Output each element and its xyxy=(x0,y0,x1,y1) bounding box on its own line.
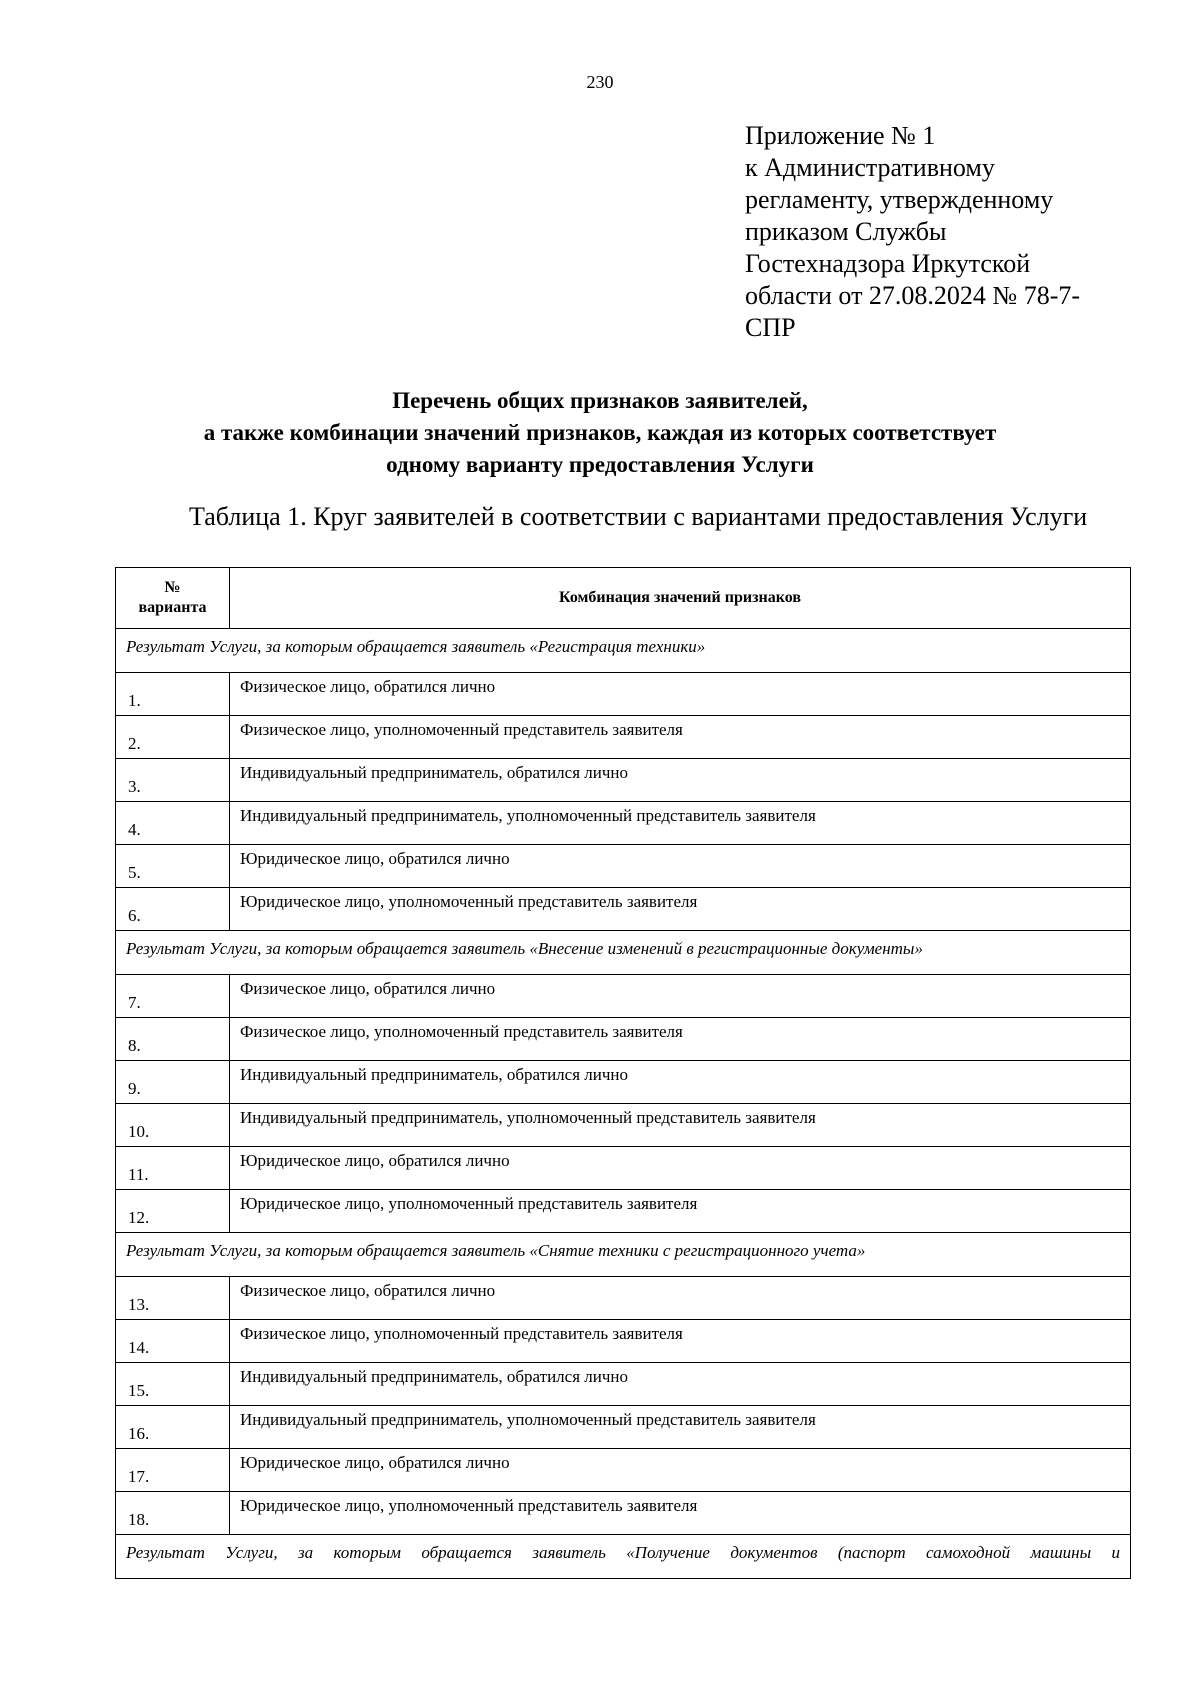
group-row xyxy=(116,1535,1131,1579)
variant-number: 8. xyxy=(116,1018,230,1061)
appendix-note xyxy=(745,120,1145,344)
variant-number: 12. xyxy=(116,1190,230,1233)
table-row xyxy=(116,673,1131,716)
appendix-line: приказом Службы xyxy=(745,217,947,246)
variant-number: 10. xyxy=(116,1104,230,1147)
table-row xyxy=(116,845,1131,888)
table-row xyxy=(116,1061,1131,1104)
title-line: Перечень общих признаков заявителей, xyxy=(392,388,808,413)
table-row xyxy=(116,1449,1131,1492)
table-row xyxy=(116,1104,1131,1147)
variant-number: 14. xyxy=(116,1320,230,1363)
variant-number: 9. xyxy=(116,1061,230,1104)
group-title: Результат Услуги, за которым обращается заявитель «Получение документов (паспорт самоходной машины и xyxy=(116,1535,1131,1579)
table-row xyxy=(116,888,1131,931)
variant-combination: Индивидуальный предприниматель, обратился лично xyxy=(230,1061,1131,1104)
variant-number: 15. xyxy=(116,1363,230,1406)
title-line: одному варианту предоставления Услуги xyxy=(386,452,814,477)
table-caption-text: Таблица 1. Круг заявителей в соответствии с вариантами предоставления Услуги xyxy=(189,502,1088,531)
appendix-line: к Административному xyxy=(745,153,995,182)
table-caption xyxy=(115,502,1145,532)
variant-combination: Индивидуальный предприниматель, обратился лично xyxy=(230,1363,1131,1406)
variant-combination: Юридическое лицо, обратился лично xyxy=(230,845,1131,888)
variant-number: 3. xyxy=(116,759,230,802)
group-title: Результат Услуги, за которым обращается заявитель «Внесение изменений в регистрационные документы» xyxy=(116,931,1131,975)
variant-combination: Физическое лицо, уполномоченный представитель заявителя xyxy=(230,716,1131,759)
variant-combination: Юридическое лицо, уполномоченный представитель заявителя xyxy=(230,888,1131,931)
variant-combination: Физическое лицо, обратился лично xyxy=(230,673,1131,716)
header-num-line: № xyxy=(164,579,181,596)
variant-number: 5. xyxy=(116,845,230,888)
table-row xyxy=(116,1406,1131,1449)
variant-combination: Индивидуальный предприниматель, уполномоченный представитель заявителя xyxy=(230,1406,1131,1449)
variant-number: 7. xyxy=(116,975,230,1018)
variant-combination: Юридическое лицо, обратился лично xyxy=(230,1449,1131,1492)
table-row xyxy=(116,975,1131,1018)
appendix-line: СПР xyxy=(745,313,796,342)
header-num-line: варианта xyxy=(138,599,207,616)
table-body xyxy=(116,629,1131,1579)
variant-number: 18. xyxy=(116,1492,230,1535)
header-combination: Комбинация значений признаков xyxy=(230,568,1131,629)
table-row xyxy=(116,1492,1131,1535)
table-row xyxy=(116,1363,1131,1406)
table-row xyxy=(116,1018,1131,1061)
variant-combination: Юридическое лицо, уполномоченный представитель заявителя xyxy=(230,1492,1131,1535)
variant-combination: Физическое лицо, обратился лично xyxy=(230,1277,1131,1320)
variants-table xyxy=(115,567,1131,1579)
table-header-row xyxy=(116,568,1131,629)
variant-number: 17. xyxy=(116,1449,230,1492)
document-title xyxy=(100,385,1100,481)
group-title: Результат Услуги, за которым обращается заявитель «Снятие техники с регистрационного учета» xyxy=(116,1233,1131,1277)
variant-number: 6. xyxy=(116,888,230,931)
table-row xyxy=(116,1277,1131,1320)
variant-number: 1. xyxy=(116,673,230,716)
table-row xyxy=(116,759,1131,802)
group-row xyxy=(116,1233,1131,1277)
variant-number: 4. xyxy=(116,802,230,845)
variant-number: 11. xyxy=(116,1147,230,1190)
table-row xyxy=(116,1320,1131,1363)
variant-combination: Индивидуальный предприниматель, уполномоченный представитель заявителя xyxy=(230,1104,1131,1147)
group-row xyxy=(116,931,1131,975)
variant-combination: Юридическое лицо, уполномоченный представитель заявителя xyxy=(230,1190,1131,1233)
header-variant-number xyxy=(116,568,230,629)
variant-combination: Физическое лицо, уполномоченный представитель заявителя xyxy=(230,1320,1131,1363)
group-title: Результат Услуги, за которым обращается заявитель «Регистрация техники» xyxy=(116,629,1131,673)
variant-number: 2. xyxy=(116,716,230,759)
variant-number: 16. xyxy=(116,1406,230,1449)
appendix-line: Приложение № 1 xyxy=(745,121,936,150)
variant-combination: Физическое лицо, обратился лично xyxy=(230,975,1131,1018)
page-number: 230 xyxy=(586,72,614,92)
title-line: а также комбинации значений признаков, каждая из которых соответствует xyxy=(203,420,997,445)
variant-number: 13. xyxy=(116,1277,230,1320)
appendix-line: области от 27.08.2024 № 78-7- xyxy=(745,281,1081,310)
table-row xyxy=(116,802,1131,845)
appendix-line: регламенту, утвержденному xyxy=(745,185,1054,214)
table-row xyxy=(116,716,1131,759)
group-row xyxy=(116,629,1131,673)
variant-combination: Физическое лицо, уполномоченный представитель заявителя xyxy=(230,1018,1131,1061)
variant-combination: Индивидуальный предприниматель, уполномоченный представитель заявителя xyxy=(230,802,1131,845)
variant-combination: Юридическое лицо, обратился лично xyxy=(230,1147,1131,1190)
variant-combination: Индивидуальный предприниматель, обратился лично xyxy=(230,759,1131,802)
table-row xyxy=(116,1147,1131,1190)
table-row xyxy=(116,1190,1131,1233)
appendix-line: Гостехнадзора Иркутской xyxy=(745,249,1031,278)
